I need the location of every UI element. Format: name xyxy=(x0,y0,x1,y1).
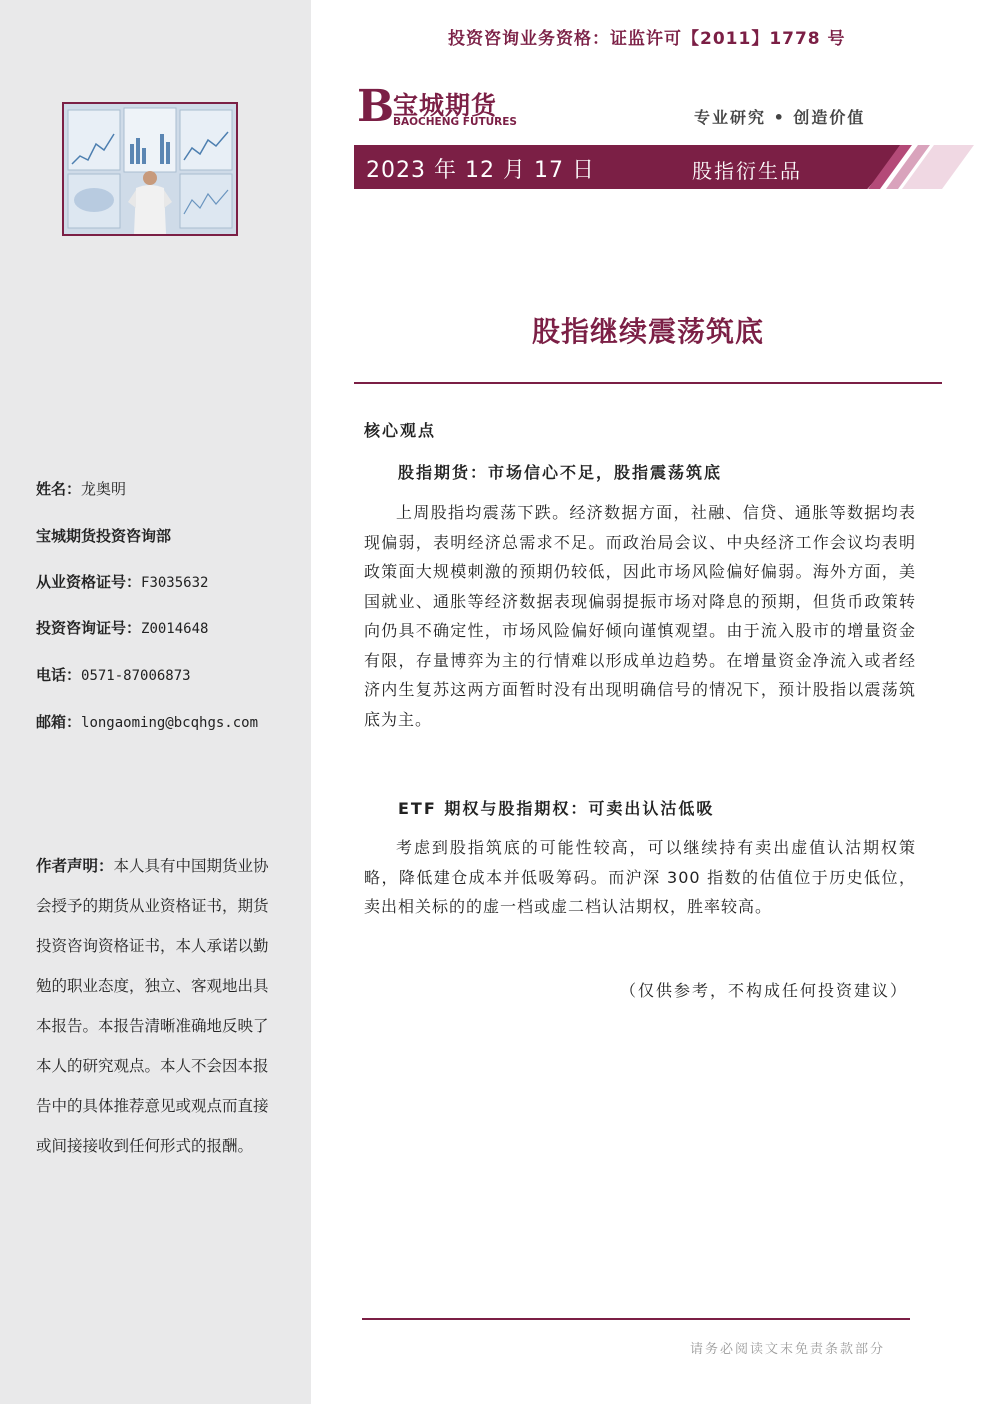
section1-heading: 股指期货：市场信心不足，股指震荡筑底 xyxy=(398,463,723,482)
cert1-row xyxy=(36,571,208,592)
report-title: 股指继续震荡筑底 xyxy=(531,315,764,348)
phone-row xyxy=(36,664,191,685)
section1-paragraph: 上周股指均震荡下跌。经济数据方面，社融、信贷、通胀等数据均表现偏弱，表明经济总需求不足。而政治局会议、中央经济工作会议均表明政策面大规模刺激的预期仍较低，因此市场风险偏好偏弱。海外方面，美国就业、通胀等经济数据表现偏弱提振市场对降息的预期，但货币政策转向仍具不确定性，市场风险偏好倾向谨慎观望。由于流入股市的增量资金有限，存量博弈为主的行情难以形成单边趋势。在增量资金净流入或者经济内生复苏这两方面暂时没有出现明确信号的情况下，预计股指以震荡筑底为主。 xyxy=(364,503,916,729)
email-label: 邮箱： xyxy=(36,713,82,731)
author-statement-label: 作者声明： xyxy=(36,857,114,875)
report-category: 股指衍生品 xyxy=(692,159,802,183)
logo-mark: B xyxy=(357,81,395,132)
cover-photo xyxy=(62,102,238,236)
phone-value: 0571-87006873 xyxy=(81,668,191,684)
core-heading: 核心观点 xyxy=(364,421,437,440)
cert2-value: Z0014648 xyxy=(141,621,209,637)
cert2-label: 投资咨询证号： xyxy=(36,619,142,637)
footer-note: 请务必阅读文末免责条款部分 xyxy=(690,1342,886,1357)
cert1-label: 从业资格证号： xyxy=(36,573,142,591)
department-row xyxy=(36,525,171,546)
sidebar xyxy=(0,0,311,1404)
company-logo xyxy=(357,81,527,134)
name-label: 姓名： xyxy=(36,480,82,498)
email-value[interactable]: longaoming@bcqhgs.com xyxy=(81,715,259,731)
section2-heading: ETF 期权与股指期权：可卖出认沽低吸 xyxy=(398,799,715,818)
name-value: 龙奥明 xyxy=(81,480,127,498)
disclaimer: （仅供参考，不构成任何投资建议） xyxy=(620,981,909,1000)
logo-name-cn: 宝城期货 xyxy=(393,91,498,120)
author-name-row xyxy=(36,478,126,499)
phone-label: 电话： xyxy=(36,666,82,684)
logo-name-en: BAOCHENG FUTURES xyxy=(393,116,517,128)
report-date: 2023 年 12 月 17 日 xyxy=(366,158,595,183)
cert1-value: F3035632 xyxy=(141,575,209,591)
author-statement-text: 本人具有中国期货业协会授予的期货从业资格证书，期货投资咨询资格证书，本人承诺以勤勉的职业态度，独立、客观地出具本报告。本报告清晰准确地反映了本人的研究观点。本人不会因本报告中的具体推荐意见或观点而直接或间接接收到任何形式的报酬。 xyxy=(36,857,269,1155)
footer-divider xyxy=(362,1318,910,1320)
cert2-row xyxy=(36,617,208,638)
section2-paragraph: 考虑到股指筑底的可能性较高，可以继续持有卖出虚值认沽期权策略，降低建仓成本并低吸筹码。而沪深 300 指数的估值位于历史低位，卖出相关标的的虚一档或虚二档认沽期权，胜率较高。 xyxy=(364,838,916,916)
department-name: 宝城期货投资咨询部 xyxy=(36,527,172,545)
license-line: 投资咨询业务资格：证监许可【2011】1778 号 xyxy=(448,29,846,49)
author-statement xyxy=(36,846,272,1166)
slogan: 专业研究 • 创造价值 xyxy=(694,108,866,127)
analyst-at-screens-illustration xyxy=(64,104,236,234)
title-divider xyxy=(354,382,942,384)
email-row xyxy=(36,711,258,732)
